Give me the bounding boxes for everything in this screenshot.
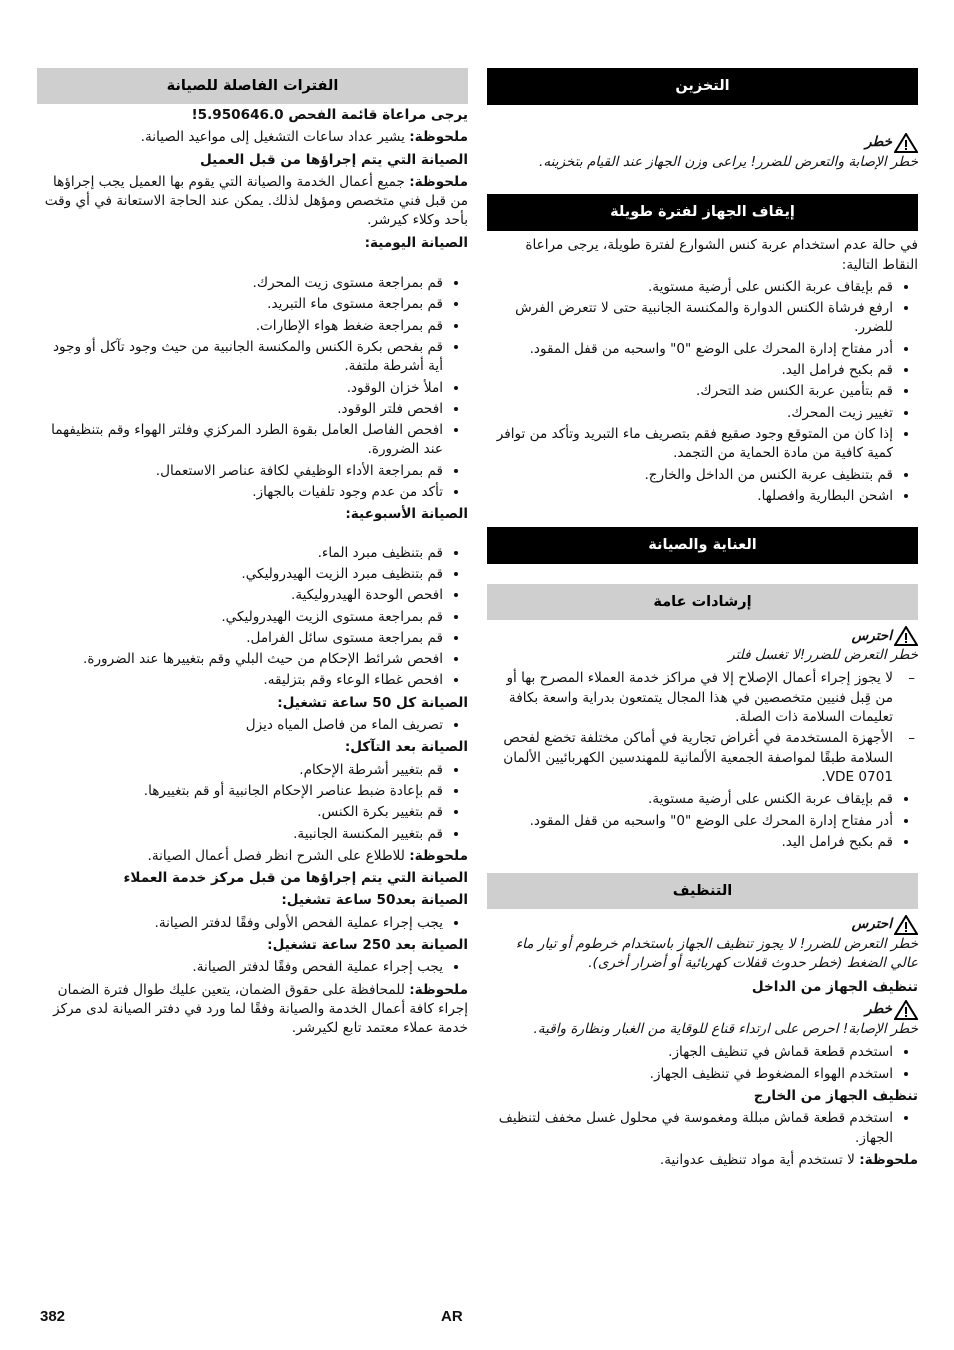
daily-list bbox=[37, 274, 468, 502]
storage-header: التخزين bbox=[487, 68, 918, 105]
note-label: ملحوظة: bbox=[409, 847, 468, 864]
wear-maintenance-title: الصيانة بعد التآكل: bbox=[344, 739, 468, 756]
note-text: يشير عداد ساعات التشغيل إلى مواعيد الصيانة. bbox=[140, 129, 410, 146]
list-item: • افحص الوحدة الهيدروليكية. bbox=[37, 586, 443, 605]
cleaning-outside-title: تنظيف الجهاز من الخارج bbox=[753, 1087, 918, 1104]
note-label: ملحوظة: bbox=[409, 981, 468, 998]
list-item: • قم بمراجعة مستوى الزيت الهيدروليكي. bbox=[37, 608, 443, 627]
note-label: ملحوظة: bbox=[409, 129, 468, 146]
general-list bbox=[487, 790, 918, 852]
note-text: جميع أعمال الخدمة والصيانة التي يقوم بها العميل يجب إجراؤها من قبل فني متخصص ومؤهل لذلك. يمكن عند الحاجة الاستعانة في أي وقت بأحد وكلاء كيرشر. bbox=[44, 173, 468, 229]
cleaning-caution bbox=[487, 915, 918, 935]
daily-maintenance-title: الصيانة اليومية: bbox=[364, 234, 468, 251]
cleaning-inside-title: تنظيف الجهاز من الداخل bbox=[751, 978, 918, 995]
list-item: • قم بتنظيف عربة الكنس من الداخل والخارج. bbox=[487, 466, 893, 485]
wear-list bbox=[37, 761, 468, 844]
list-item: • قم بتنظيف مبرد الزيت الهيدروليكي. bbox=[37, 565, 443, 584]
warning-triangle-icon bbox=[894, 915, 918, 935]
weekly-maintenance-title: الصيانة الأسبوعية: bbox=[345, 506, 468, 523]
general-header: إرشادات عامة bbox=[487, 584, 918, 620]
warning-triangle-icon bbox=[894, 626, 918, 646]
cleaning-outside-list bbox=[487, 1109, 918, 1148]
list-item: • تأكد من عدم وجود تلفيات بالجهاز. bbox=[37, 483, 443, 502]
general-caution bbox=[487, 626, 918, 646]
after50-maintenance-title: الصيانة بعد50 ساعة تشغيل: bbox=[281, 892, 468, 909]
cleaning-note bbox=[487, 1151, 918, 1170]
cleaning-caution-label: احترس bbox=[851, 916, 892, 933]
cleaning-inside-list bbox=[487, 1043, 918, 1084]
warning-triangle-icon bbox=[894, 1000, 918, 1020]
list-item: • قم بتغيير أشرطة الإحكام. bbox=[37, 761, 443, 780]
after250-list bbox=[37, 958, 468, 977]
list-item: • افحص الفاصل العامل بقوة الطرد المركزي وفلتر الهواء وقم بتنظيفهما عند الضرورة. bbox=[37, 421, 443, 460]
list-item: • تصريف الماء من فاصل المياه ديزل bbox=[37, 716, 443, 735]
note-label: ملحوظة: bbox=[409, 173, 468, 190]
list-item: • استخدم الهواء المضغوط في تنظيف الجهاز. bbox=[487, 1065, 893, 1084]
list-item: – الأجهزة المستخدمة في أغراض تجارية في أماكن مختلفة تخضع لفحص السلامة طبقًا لمواصفة الجمعية الألمانية للمهندسين الكهربائيين الألمان VDE 0701. bbox=[487, 729, 893, 787]
list-item: • قم بتأمين عربة الكنس ضد التحرك. bbox=[487, 382, 893, 401]
customer-maintenance-title: الصيانة التي يتم إجراؤها من قبل العميل bbox=[200, 151, 468, 168]
general-dash-list bbox=[487, 669, 918, 787]
list-item: • قم بمراجعة مستوى ماء التبريد. bbox=[37, 295, 443, 314]
list-item: • إذا كان من المتوقع وجود صقيع فقم بتصريف ماء التبريد وتأكد من توافر كمية كافية من مادة الحماية من التجمد. bbox=[487, 425, 893, 464]
general-caution-text: خطر التعرض للضرر!لا تغسل فلتر bbox=[728, 647, 918, 664]
note-text: للمحافظة على حقوق الضمان، يتعين عليك طوال فترة الضمان إجراء كافة أعمال الخدمة والصيانة وفقًا لما ورد في دفتر الصيانة لدى مركز خدمة عملاء معتمد تابع لكيرشر. bbox=[53, 981, 468, 1037]
after50-list bbox=[37, 914, 468, 933]
list-item: • قم بمراجعة الأداء الوظيفي لكافة عناصر الاستعمال. bbox=[37, 462, 443, 481]
list-item: • قم بإعادة ضبط عناصر الإحكام الجانبية أو قم بتغييرها. bbox=[37, 782, 443, 801]
list-item: – لا يجوز إجراء أعمال الإصلاح إلا في مراكز خدمة العملاء المصرح بها أو من قِبل فنيين متخصصين في هذا المجال يتمتعون بدراية واسعة بكافة تعليمات السلامة ذات الصلة. bbox=[487, 669, 893, 727]
storage-warning-text: خطر الإصابة والتعرض للضرر! يراعى وزن الجهاز عند القيام بتخزينه. bbox=[539, 154, 918, 170]
list-item: • افحص غطاء الوعاء وقم بتزليقه. bbox=[37, 671, 443, 690]
list-item: • استخدم قطعة قماش مبللة ومغموسة في محلول غسل مخفف لتنظيف الجهاز. bbox=[487, 1109, 893, 1148]
list-item: • افحص شرائط الإحكام من حيث البلي وقم بتغييرها عند الضرورة. bbox=[37, 650, 443, 669]
care-header: العناية والصيانة bbox=[487, 527, 918, 564]
list-item: • افحص فلتر الوقود. bbox=[37, 400, 443, 419]
list-item: • قم بمراجعة ضغط هواء الإطارات. bbox=[37, 317, 443, 336]
list-item: • قم بتنظيف مبرد الماء. bbox=[37, 544, 443, 563]
list-item: • قم بإيقاف عربة الكنس على أرضية مستوية. bbox=[487, 790, 893, 809]
shutdown-list bbox=[487, 278, 918, 506]
note-text: لا تستخدم أية مواد تنظيف عدوانية. bbox=[659, 1151, 860, 1168]
h50-maintenance-title: الصيانة كل 50 ساعة تشغيل: bbox=[277, 694, 468, 711]
after250-maintenance-title: الصيانة بعد 250 ساعة تشغيل: bbox=[267, 936, 468, 953]
right-column bbox=[487, 68, 918, 1173]
list-item: • قم بتغيير المكنسة الجانبية. bbox=[37, 825, 443, 844]
note-text: للاطلاع على الشرح انظر فصل أعمال الصيانة. bbox=[147, 847, 410, 864]
list-item: • قم بكبح فرامل اليد. bbox=[487, 833, 893, 852]
storage-warning-label: خطر bbox=[864, 134, 892, 151]
list-item: • ارفع فرشاة الكنس الدوارة والمكنسة الجانبية حتى لا تتعرض الفرش للضرر. bbox=[487, 299, 893, 338]
cleaning-danger-label: خطر bbox=[864, 1001, 892, 1018]
shutdown-header: إيقاف الجهاز لفترة طويلة bbox=[487, 194, 918, 231]
list-item: • املأ خزان الوقود. bbox=[37, 379, 443, 398]
cleaning-caution-text: خطر التعرض للضرر! لا يجوز تنظيف الجهاز باستخدام خرطوم أو تيار ماء عالي الضغط (خطر حدوث قفلات كهربائية أو أضرار أخرى). bbox=[515, 936, 918, 972]
h50-list bbox=[37, 716, 468, 735]
list-item: • استخدم قطعة قماش في تنظيف الجهاز. bbox=[487, 1043, 893, 1062]
language-code: AR bbox=[441, 1308, 463, 1325]
service-maintenance-title: الصيانة التي يتم إجراؤها من قبل مركز خدمة العملاء bbox=[123, 870, 468, 887]
note-explanation bbox=[37, 847, 468, 866]
warning-triangle-icon bbox=[894, 133, 918, 153]
storage-warning bbox=[487, 133, 918, 153]
list-item: • تغيير زيت المحرك. bbox=[487, 404, 893, 423]
cleaning-danger-text: خطر الإصابة! احرص على ارتداء قناع للوقاية من الغبار ونظارة واقية. bbox=[533, 1021, 918, 1038]
list-item: • قم بمراجعة مستوى سائل الفرامل. bbox=[37, 629, 443, 648]
left-column bbox=[37, 68, 468, 1041]
maintenance-intervals-header: الفترات الفاصلة للصيانة bbox=[37, 68, 468, 104]
note-customer bbox=[37, 173, 468, 231]
note-hour-meter bbox=[37, 128, 468, 147]
list-item: • قم بفحص بكرة الكنس والمكنسة الجانبية من حيث وجود تآكل أو وجود أية أشرطة ملتفة. bbox=[37, 338, 443, 377]
list-item: • قم بتغيير بكرة الكنس. bbox=[37, 803, 443, 822]
list-item: • اشحن البطارية وافصلها. bbox=[487, 487, 893, 506]
page-number: 382 bbox=[40, 1308, 66, 1325]
general-caution-label: احترس bbox=[851, 627, 892, 644]
note-warranty bbox=[37, 981, 468, 1039]
list-item: • يجب إجراء عملية الفحص الأولى وفقًا لدفتر الصيانة. bbox=[37, 914, 443, 933]
list-item: • قم بكبح فرامل اليد. bbox=[487, 361, 893, 380]
list-item: • يجب إجراء عملية الفحص وفقًا لدفتر الصيانة. bbox=[37, 958, 443, 977]
cleaning-danger bbox=[487, 1000, 918, 1020]
weekly-list bbox=[37, 544, 468, 691]
list-item: • أدر مفتاح إدارة المحرك على الوضع "0" واسحبه من قفل المقود. bbox=[487, 340, 893, 359]
shutdown-intro: في حالة عدم استخدام عربة كنس الشوارع لفترة طويلة، يرجى مراعاة النقاط التالية: bbox=[525, 237, 918, 273]
list-item: • أدر مفتاح إدارة المحرك على الوضع "0" واسحبه من قفل المقود. bbox=[487, 812, 893, 831]
note-label: ملحوظة: bbox=[859, 1151, 918, 1168]
list-item: • قم بمراجعة مستوى زيت المحرك. bbox=[37, 274, 443, 293]
checklist-note: يرجى مراعاة قائمة الفحص 5.950646.0! bbox=[191, 107, 468, 123]
cleaning-header: التنظيف bbox=[487, 873, 918, 909]
list-item: • قم بإيقاف عربة الكنس على أرضية مستوية. bbox=[487, 278, 893, 297]
